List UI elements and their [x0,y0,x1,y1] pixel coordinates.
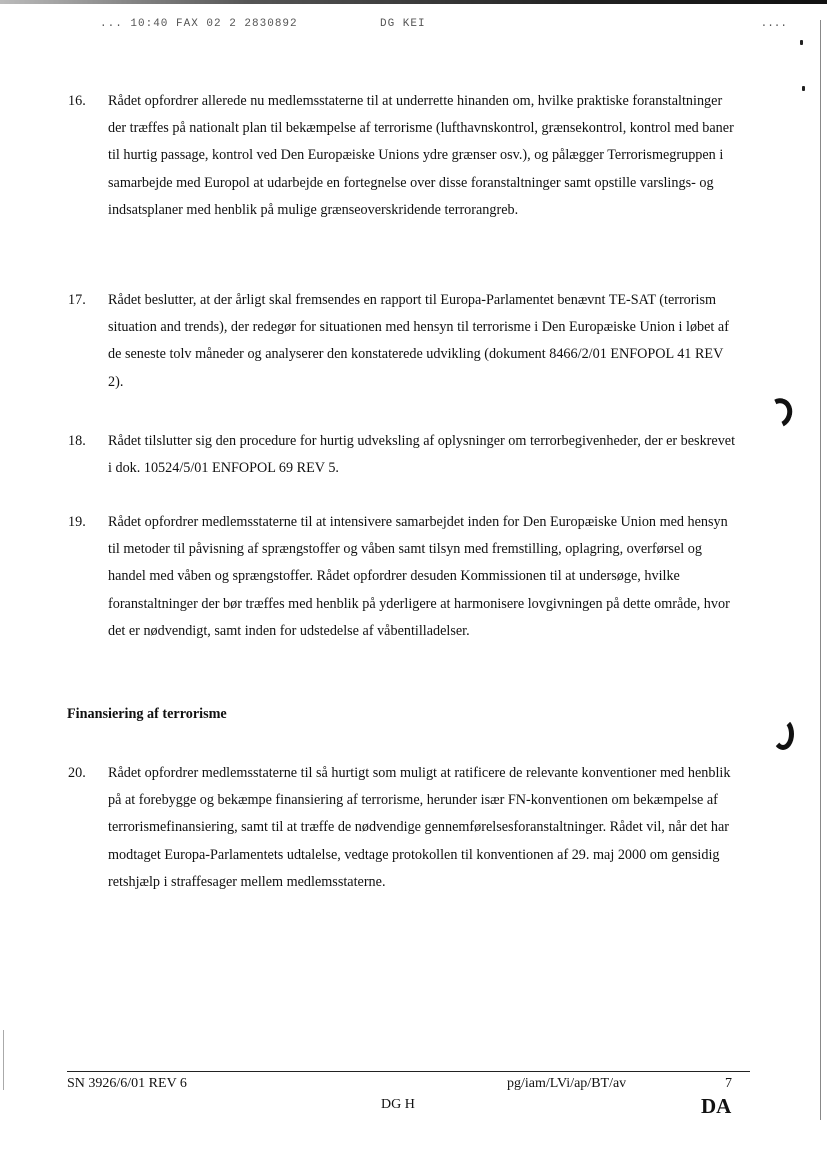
paragraph-16 [68,88,738,224]
paragraph-text: Rådet opfordrer medlemsstaterne til at intensivere samarbejdet inden for Den Europæiske Union med hensyn til metoder til påvisning af sprængstoffer og våben samt tilsyn med fremstilling, oplagring, overførsel og handel med våben og sprængstoffer. Rådet opfordrer desuden Kommissionen til at undersøge, hvilke foranstaltninger der bør træffes med henblik på yderligere at harmonisere lovgivningen på dette område, hvor det er nødvendigt, samt inden for udstedelse af våbentilladelser. [108,514,730,639]
paragraph-17 [68,287,738,396]
paragraph-number: 18. [68,433,86,449]
footer-doc-ref: SN 3926/6/01 REV 6 [67,1076,187,1091]
scan-dot [802,86,805,91]
fax-header-left: ... 10:40 FAX 02 2 2830892 [100,18,298,30]
paragraph-number: 20. [68,765,86,781]
paragraph-number: 19. [68,514,86,530]
paragraph-text: Rådet beslutter, at der årligt skal fremsendes en rapport til Europa-Parlamentet benævnt TE-SAT (terrorism situation and trends), der redegør for situationen med hensyn til terrorisme i Den Europæiske Union i løbet af de seneste tolv måneder og analyserer den konstaterede udvikling (dokument 8466/2/01 ENFOPOL 41 REV 2). [108,292,729,390]
fax-header-right: .... [760,18,787,30]
paragraph-text: Rådet opfordrer medlemsstaterne til så hurtigt som muligt at ratificere de relevante konventioner med henblik på at forebygge og bekæmpe finansiering af terrorisme, herunder især FN-konventionen om bekæmpelse af terrorismefinansiering, samt til at træffe de nødvendige gennemførelsesforanstaltninger. Rådet vil, når det har modtaget Europa-Parlamentets udtalelse, vedtage protokollen til konventionen af 29. maj 2000 om gensidig retshjælp i straffesager mellem medlemsstaterne. [108,765,731,890]
paragraph-number: 17. [68,292,86,308]
paragraph-18 [68,428,738,482]
punch-hole-mark [772,718,794,750]
punch-hole-mark [762,394,797,431]
footer-language-code: DA [701,1094,732,1118]
scan-edge-right [820,20,821,1120]
paragraph-text: Rådet opfordrer allerede nu medlemsstaterne til at underrette hinanden om, hvilke praktiske foranstaltninger der træffes på nationalt plan til bekæmpelse af terrorisme (lufthavnskontrol, grænsekontrol, kontrol med baner til hurtig passage, kontrol ved Den Europæiske Unions ydre grænser osv.), og pålægger Terrorismegruppen i samarbejde med Europol at udarbejde en fortegnelse over disse foranstaltninger samt opstille varslings- og indsatsplaner med henblik på mulige grænseoverskridende terrorangreb. [108,93,734,218]
section-heading: Finansiering af terrorisme [67,706,227,722]
footer-page-number: 7 [725,1076,732,1091]
footer-rule [67,1071,750,1072]
paragraph-text: Rådet tilslutter sig den procedure for hurtig udveksling af oplysninger om terrorbegivenheder, der er beskrevet i dok. 10524/5/01 ENFOPOL 69 REV 5. [108,433,736,477]
fax-top-bar [0,0,827,4]
paragraph-number: 16. [68,93,86,109]
footer-dg: DG H [381,1097,415,1112]
paragraph-19 [68,509,738,645]
paragraph-20 [68,760,738,896]
scan-edge-left [3,1030,4,1090]
fax-header-middle: DG KEI [380,18,426,30]
footer-initials: pg/iam/LVi/ap/BT/av [507,1076,627,1091]
scan-dot [800,40,803,45]
